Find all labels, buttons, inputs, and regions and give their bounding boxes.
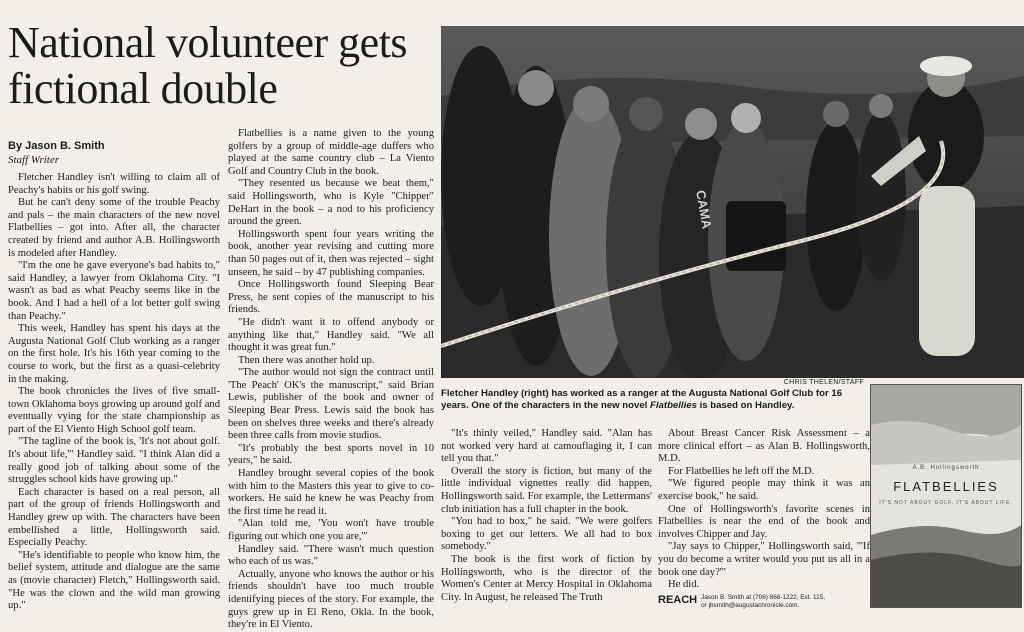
paragraph: Fletcher Handley isn't willing to claim all of Peachy's habits or his golf swing. [8, 172, 220, 196]
paragraph: Handley brought several copies of the book with him to the Masters this year to give to co-workers. He said he knew he was Peachy from the first time he read it. [228, 468, 434, 517]
paragraph: "I'm the one he gave everyone's bad habits to," said Handley, a lawyer from Oklahoma City. "I wasn't as bad as what Peachy seems like in the book. And I had a hell of a lot better golf swing than Peachy." [8, 260, 220, 322]
caption-text-end: is based on Handley. [696, 399, 795, 411]
reach-phone: Jason B. Smith at (706) 868-1222, Ext. 115, [701, 593, 825, 601]
paragraph: But he can't deny some of the trouble Peachy and pals – the main characters of the new novel Flatbellies – got into. After all, the character created by friend and author A.B. Hollingsworth is modeled after Handley. [8, 197, 220, 259]
paragraph: Once Hollingsworth found Sleeping Bear Press, he sent copies of the manuscript to his friends. [228, 279, 434, 316]
paragraph: "They resented us because we beat them," said Hollingsworth, who is Kyle "Chipper" DeHart in the book – a nod to his proficiency around the green. [228, 178, 434, 228]
reach-email: or jbsmith@augustachronicle.com. [701, 601, 800, 609]
article-column-3 [441, 428, 652, 604]
paragraph: Actually, anyone who knows the author or his friends shouldn't have too much trouble identifying pieces of the story. For example, the guys grew up in El Reno, Okla. In the book, they're in El Viento. [228, 568, 434, 631]
paragraph: For Flatbellies he left off the M.D. [668, 465, 815, 477]
paragraph: He did. [668, 579, 700, 591]
photo-caption [441, 388, 866, 411]
photo-credit: CHRIS THELEN/STAFF [783, 379, 864, 386]
reach-details [701, 594, 825, 610]
paragraph: Handley said. "There wasn't much question who each of us was." [228, 543, 434, 568]
paragraph: One of Hollingsworth's favorite scenes in Flatbellies is near the end of the book and involves Chipper and Jay. [658, 503, 870, 540]
paragraph: Then there was another hold up. [238, 354, 375, 366]
paragraph: The book chronicles the lives of five small-town Oklahoma boys growing up around golf and eventually vying for the state championship as part of the El Viento High School golf team. [8, 386, 220, 435]
byline-role: Staff Writer [8, 154, 60, 166]
paragraph: Hollingsworth spent four years writing the book, another year revising and cutting more than 50 pages out of it, then was rejected – sight unseen, he said – by 47 publishing companies. [228, 228, 434, 278]
reach-contact [658, 594, 870, 610]
paragraph: This week, Handley has spent his days at the Augusta National Golf Club working as a ranger on the first hole. It's his 16th year coming to the course to work, but the first as a quasi-celebrity in the making. [8, 323, 220, 385]
book-author: A.B. Hollingsworth [912, 465, 980, 471]
book-cover-image [870, 384, 1022, 608]
book-title: FLATBELLIES [893, 479, 999, 494]
byline [8, 138, 105, 166]
paragraph: Overall the story is fiction, but many of the little individual vignettes really did happen, Hollingsworth said. For example, the Lettermans' club initiation has a full chapter in the book. [441, 465, 652, 515]
article-column-4 [658, 428, 870, 610]
reach-label: REACH [658, 593, 698, 606]
golf-course-photo [441, 26, 1024, 378]
paragraph: Each character is based on a real person, all part of the group of friends Hollingsworth and Handley grew up with. The characters have been embellished a little, Hollingsworth said. Especially Peachy. [8, 486, 220, 549]
paragraph: Flatbellies is a name given to the young golfers by a group of middle-age duffers who played at the same country club – La Viento Golf and Country Club in the book. [228, 128, 434, 177]
paragraph: "Jay says to Chipper," Hollingsworth said, "'If you do become a writer would you put us all in a book one day?'" [658, 541, 870, 578]
paragraph: "He didn't want it to offend anybody or anything like that," Handley said. "We all thought it was great fun." [228, 316, 434, 354]
paragraph: "The tagline of the book is, 'It's not about golf. It's about life,'" Handley said. "I think Alan did a really good job of talking about some of the struggles school kids have growing up." [8, 436, 220, 486]
article-column-1 [8, 172, 220, 613]
paragraph: "It's probably the best sports novel in 10 years," he said. [228, 442, 434, 467]
paragraph: "The author would not sign the contract until 'The Peach' OK's the manuscript," said Brian Lewis, publisher of the book and owner of Sleeping Bear Press. Lewis said the book has been on shelves three weeks and there's already been three calls from movie studios. [228, 367, 434, 442]
book-tagline: IT'S NOT ABOUT GOLF. IT'S ABOUT LIFE. [879, 500, 1013, 506]
headline: National volunteer gets fictional double [8, 18, 408, 113]
bag-lettering: CAMA [693, 188, 715, 230]
paragraph: "We figured people may think it was an exercise book," he said. [658, 478, 870, 502]
paragraph: About Breast Cancer Risk Assessment – a more clinical effort – as Alan B. Hollingsworth, M.D. [658, 428, 870, 465]
caption-text: Fletcher Handley (right) has worked as a ranger at the Augusta National Golf Club for 16 years. One of the characters in the new novel [441, 388, 843, 411]
paragraph: The book is the first work of fiction by Hollingsworth, who is the director of the Women's Center at Mercy Hospital in Oklahoma City. In August, he released The Truth [441, 553, 652, 603]
byline-name: By Jason B. Smith [8, 140, 105, 152]
paragraph: "Alan told me, 'You won't have trouble figuring out which one you are,'" [228, 518, 434, 542]
paragraph: "You had to box," he said. "We were golfers boxing to get our letters. We all had to box somebody." [441, 516, 652, 553]
article-column-2 [228, 128, 434, 632]
paragraph: "He's identifiable to people who know him, the belief system, attitude and dialogue are the same as (movie character) Fletch," Hollingsworth said. "He was the clown and the wild man growing up." [8, 549, 220, 612]
caption-book-title: Flatbellies [650, 399, 697, 411]
paragraph: "It's thinly veiled," Handley said. "Alan has not worked very hard at camouflaging it, I can tell you that." [441, 428, 652, 465]
